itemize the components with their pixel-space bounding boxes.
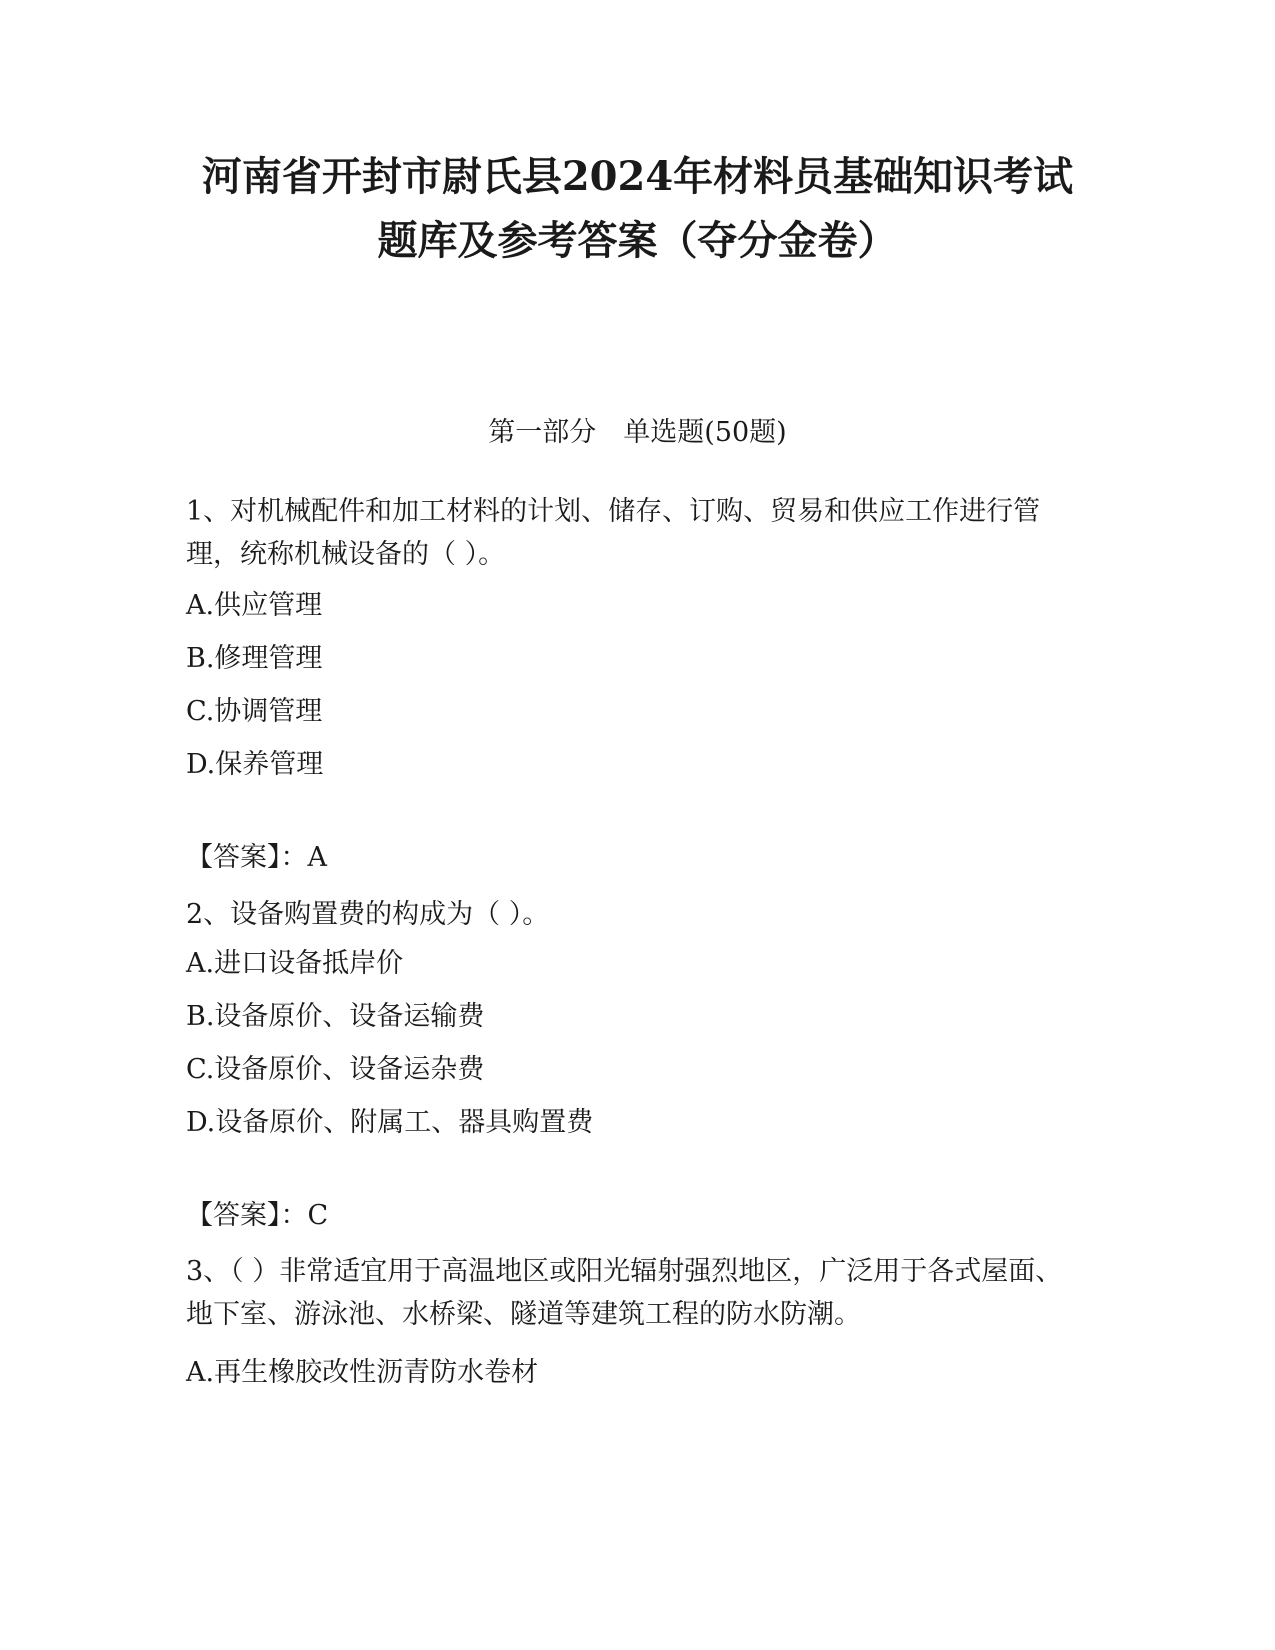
question-1-options [186, 588, 1086, 783]
question-3 [186, 1250, 1086, 1336]
question-1 [186, 490, 1086, 576]
question-text: 1、对机械配件和加工材料的计划、储存、订购、贸易和供应工作进行管理，统称机械设备的（ ）。 [186, 496, 1041, 570]
option-c: C.设备原价、设备运杂费 [186, 1054, 485, 1085]
answer-label: 【答案】：C [186, 1200, 329, 1231]
question-2-options [186, 946, 1086, 1141]
option-b: B.设备原价、设备运输费 [186, 1001, 485, 1032]
question-text: 3、（ ）非常适宜用于高温地区或阳光辐射强烈地区，广泛用于各式屋面、地下室、游泳池、水桥梁、隧道等建筑工程的防水防潮。 [186, 1256, 1063, 1330]
section-heading: 第一部分 单选题(50题) [488, 417, 787, 448]
question-2-answer [186, 1198, 1086, 1234]
option-b: B.修理管理 [186, 643, 323, 674]
document-title [150, 145, 1125, 273]
option-a: A.再生橡胶改性沥青防水卷材 [186, 1357, 539, 1388]
question-text: 2、设备购置费的构成为（ ）。 [186, 899, 550, 930]
question-3-options [186, 1355, 1086, 1391]
option-a: A.进口设备抵岸价 [186, 948, 404, 979]
option-c: C.协调管理 [186, 696, 323, 727]
answer-label: 【答案】：A [186, 842, 327, 873]
option-d: D.设备原价、附属工、器具购置费 [186, 1107, 594, 1138]
option-d: D.保养管理 [186, 749, 324, 780]
question-2 [186, 893, 1086, 936]
title-line-1: 河南省开封市尉氏县2024年材料员基础知识考试 [201, 153, 1074, 200]
option-a: A.供应管理 [186, 590, 323, 621]
title-line-2: 题库及参考答案（夺分金卷） [377, 217, 898, 264]
question-1-answer [186, 840, 1086, 876]
